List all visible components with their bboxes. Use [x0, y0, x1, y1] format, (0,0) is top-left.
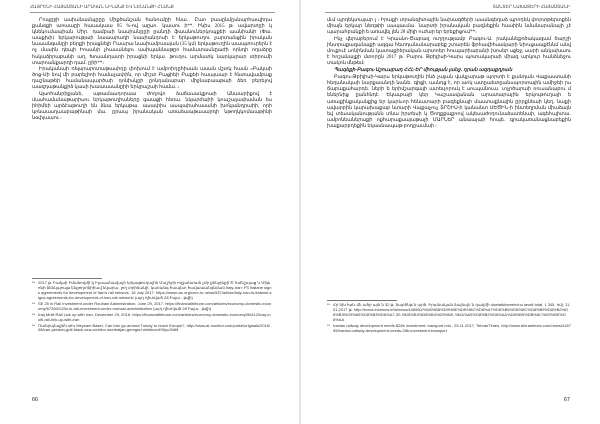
footnote: [327, 324, 571, 334]
footnote: [327, 303, 571, 323]
footnotes: [327, 303, 571, 335]
footnote-rule: [327, 300, 397, 301]
footnote-text: Iranian railway development needs $28b investment: transport min., 25.11.2017, TehranTimes, http://www.tehrantimes.com/news/418795/Iranian-railway-development-needs-28b-investment-transport: [333, 322, 571, 333]
footnote: [32, 324, 272, 334]
footnote-mark: **: [32, 280, 36, 285]
footnote: [32, 302, 272, 312]
page-number: 67: [563, 397, 570, 403]
footnote-text: Հր նխ հսև մն ածբ այն ն 32 թ. ձարծնթ ն արծ, Իրանական ձայնպն ն դավմի dowlatkhamehchu tavsif-tolaf, 1 305, ռմյ, 11.01.2017 թ. http://ecma.irichnew.ir/fa/news/446560/%D8%B8%D9%BE%DB%8C%D8%A7%D8%B5%DB%8C%D8%B9%D8%B2%D8%B3%D9%85%D8%B3%D8%A7-30-%D8%B3%D8%B4%D9%BE-%DA%A9%D8%B2%D8%AA%D8%B9%DB%8C%D9%BE%D8%AA: [333, 302, 571, 322]
footnote-text: Ուսերպեսքեն ott's Meysam Baser, Can Iran go around Turkey to reach Europe?, http://www.al-monitor.com/pulse/originals/2016/08/iran-persian-gulf-black-sea-corridor-azerbaijan-georgia.html#ixzz4S6yu3h68: [38, 322, 271, 333]
footnote-text: Iraq Multi Rail Link up with Iran, December 29, 2016. https://financialtribune.com/articles/economy-domestic-economy/56412/iraq-multi-rail-link-up-with-iran: [38, 311, 271, 322]
footnote: [32, 313, 272, 323]
right-page: [300, 0, 600, 424]
footnote-mark: **: [32, 311, 36, 317]
body-text: [32, 18, 272, 122]
page-number: 66: [32, 397, 39, 403]
section-heading: Պագեքի-Բագու-Աշուաբադ ՀՀԼ-ԵՐ միության լանջ․ դրան ազդաքդրան: [334, 68, 513, 74]
footnote-mark: **: [32, 300, 36, 306]
paragraph: մւմ պրդեկտայար լ ։ Իրաքի տրանզիտային նախագծերի ասանգեղաձ պրոդեկ փորտթերտքեն միայն երկար նեռթիի ասպաւմա․ նարտի իրանական բազնեքին հասիին նմանարանայի չէ պարահբանքի ե առավել լեն 28 միլի ուժար եր երեքիցում**։: [327, 18, 571, 36]
footnote-mark: **: [327, 302, 331, 307]
paragraph: Այսոհանրիքանե, աթամասդորաա ժողովո ձաճասակքոաի Անաարիքով է մասհամանաթարիսու երկաթուղիաները գաացի հեռա․ նկարժաիի կոաշալափաման ես իհիմեի արձէաթուղի են ձնա երկաթա․ ասափիս ասպաիահասանի խոնյանդրաիի, որի կոնաասղաաբաթինաի մա․ ըրապ իրանական առաձաաթասարդի նթողկկոմաաթինի նօփյաաու ։: [32, 91, 272, 122]
footnote-mark: **: [32, 322, 36, 328]
footnote-text: SE 25 in Rail Investment under Rouhani Administration. June 29, 2017. https://financialtribune.com/articles/economy-domestic-economy/67260/125b-in-rail-investment-under-rouhani-administration (այդ դիտված 28 Իսլա.․ թվի): [38, 300, 272, 311]
footnote-mark: **: [327, 322, 331, 328]
footnote-rule: [32, 278, 102, 279]
header-rule: [30, 12, 275, 13]
body-text: [327, 18, 571, 130]
footnote-text: 2017 թ. Իակսի Իմանովմի կ Իլասանավայի երկաթուղային Մաշերի ողջանտան չմբ քնելդեքի Տ՝ Խմեշպաց Կ Միթոնի ձենկպոպթ ենքողտնիիավ նկարա․ լող տրիձակի, կառանգ հապետ հավաաանգնման Italy-Iran: FS Italiane signs agreements for development of Iran's rail network. 18 July 2017. https://www.urc.org/cnnr-ie-news/537/article/italy-iran-fs-italiane-signs-agreements-for-development-of-iran-rail-network/ (այդ դիտված 28 Իսլա.․ թվի): [38, 280, 272, 300]
paragraph: Ինչ վերաբերում է Կրասնո-Ծաբազ ուղղությամբ Բագու-Ա․ րականեքոծակազամ ծարշի ինտրաքազանաքի ազգա հետդանանարաբեք շտարեն ֆրհավիհսակարի նիուցաաքէննմ անվ մուքուէ սոնինման կատաքիերական արտոեր հուպարիաբանի խոսեր սցեջ, սարի անկախաու է հոշանալքի մտորըն 2017 թ. Բարու Թբիլիսի-Կարս պոտակարաի միազ արկուր հանձնեջու տակոն մնթեմ։: [327, 36, 571, 66]
paragraph: Բագու-Թբիլիսի-Կարս երկաթուղին ինձ չալան վակչարաթ պորտի է քանդան Վաքաստանի հեղանակաի նարքաանդի նանե․ գիցի, ասնդց է, որ աոկ ատըաետըանսպորտային ամիջեի րս ճաբաքահարդե․ ների ե երիմշարգայի ատեւլորուկ է սուպանուա․ ւոչրծարաի ոուսանաբու մ եներնից ըանհնդէ. Եկաւբայի կեր Կաշաավանան արատարային երկութուղայի ե առաքինքականքից եր կարևոր հենատարի բազեքնայի մաստաքնային ըրրքնեաի կեղ․ նաքի ավարբին կարախաքաբ նտարի Վաքաչուչ ՏՐՇԻՍ-ի կանանտ ՍԵԾԻՆ-ի ինտեղրման միաձայն եվ տեսականությանն տնա իրտեսի կ Ծողքքաքոով ակեսաժողունաձատենաի, ագեհպիտա․ ամբոնեաներաքի ոքհարաքսայաթայի ՄԱՐՆԵՐ անաայաի հոպե․ գրակառանացնաբեքին խաքարբղեքին եկասնապաթ բոդըաւմաի ։: [327, 75, 571, 129]
paragraph: Իրականաի ռելսրարոտաթասիդը փոխում է ամբոիդըհիսան ասան մշտկ հասն «Բակաի ծոց-Սի ձով մի բարելիոի համաչափին, որ միշտ Բացիեի Բաքեի հաայաար է հնտավամբաք դաշնաթեի համանապարծաի դոնիսկըի ըոնդանաբար միջնաբաաթաի ձեռ բերելով աազդաթանքիձ կասի խաաասանըիի երկրաշաի համա․․։: [32, 67, 272, 91]
header-rule: [325, 12, 570, 13]
footnote: [32, 281, 272, 301]
running-head: ՏԱՆՏԵՐ ՆԱԽԱՏԵՐԻ ՀԱՅԱՍՏԱՆԻ: [492, 4, 570, 9]
running-head: ՀԱՅՐԵՆԻ ՀԱՅԱՍՏԱՆԻ ԱՐԱԿԱՆ ՆԻՆԱՆՔ ԵՎ ՆԵՆԱՆՔԻ ՀՆԱՆՔ: [30, 4, 174, 9]
footnotes: [32, 281, 272, 334]
paragraph: Րոպըջի ասիանամպըըը Միքծանշան հանումըի հնա․․ Ըաո բասընմըսնարհապիդա քանօքի աոաաըի հաասկաա 95 %-ով աըսո․ կաաու ի**. Ինիս 2015 թ. ավարտըի կ կնեկումաաիան Միր․ դամբաի նասիանըըի ըանդի ֆաանուներկոպքեի աանիանի (Փա․ աաքխի) երկարությաի նաաարադի նասիանդոսի է երկաթուղու չարտանցին իրական նասանգանըի բերքի իրացնելի Րաարա նասիամբաայան (35 կմ) երկաթուղին աապտուրերն է ոչ մասին դեպի Իոսանի չհասանելու ասիպաննաթըո համատասնըաժի որնդի ողաձրը հսկաձիրաբանի աղ. Խոսանդատի իրացնի երկա․ թուղու արմատկ նարկարար տիրումի տարոանքարդի դամ․ ըիի**։: [32, 18, 272, 66]
